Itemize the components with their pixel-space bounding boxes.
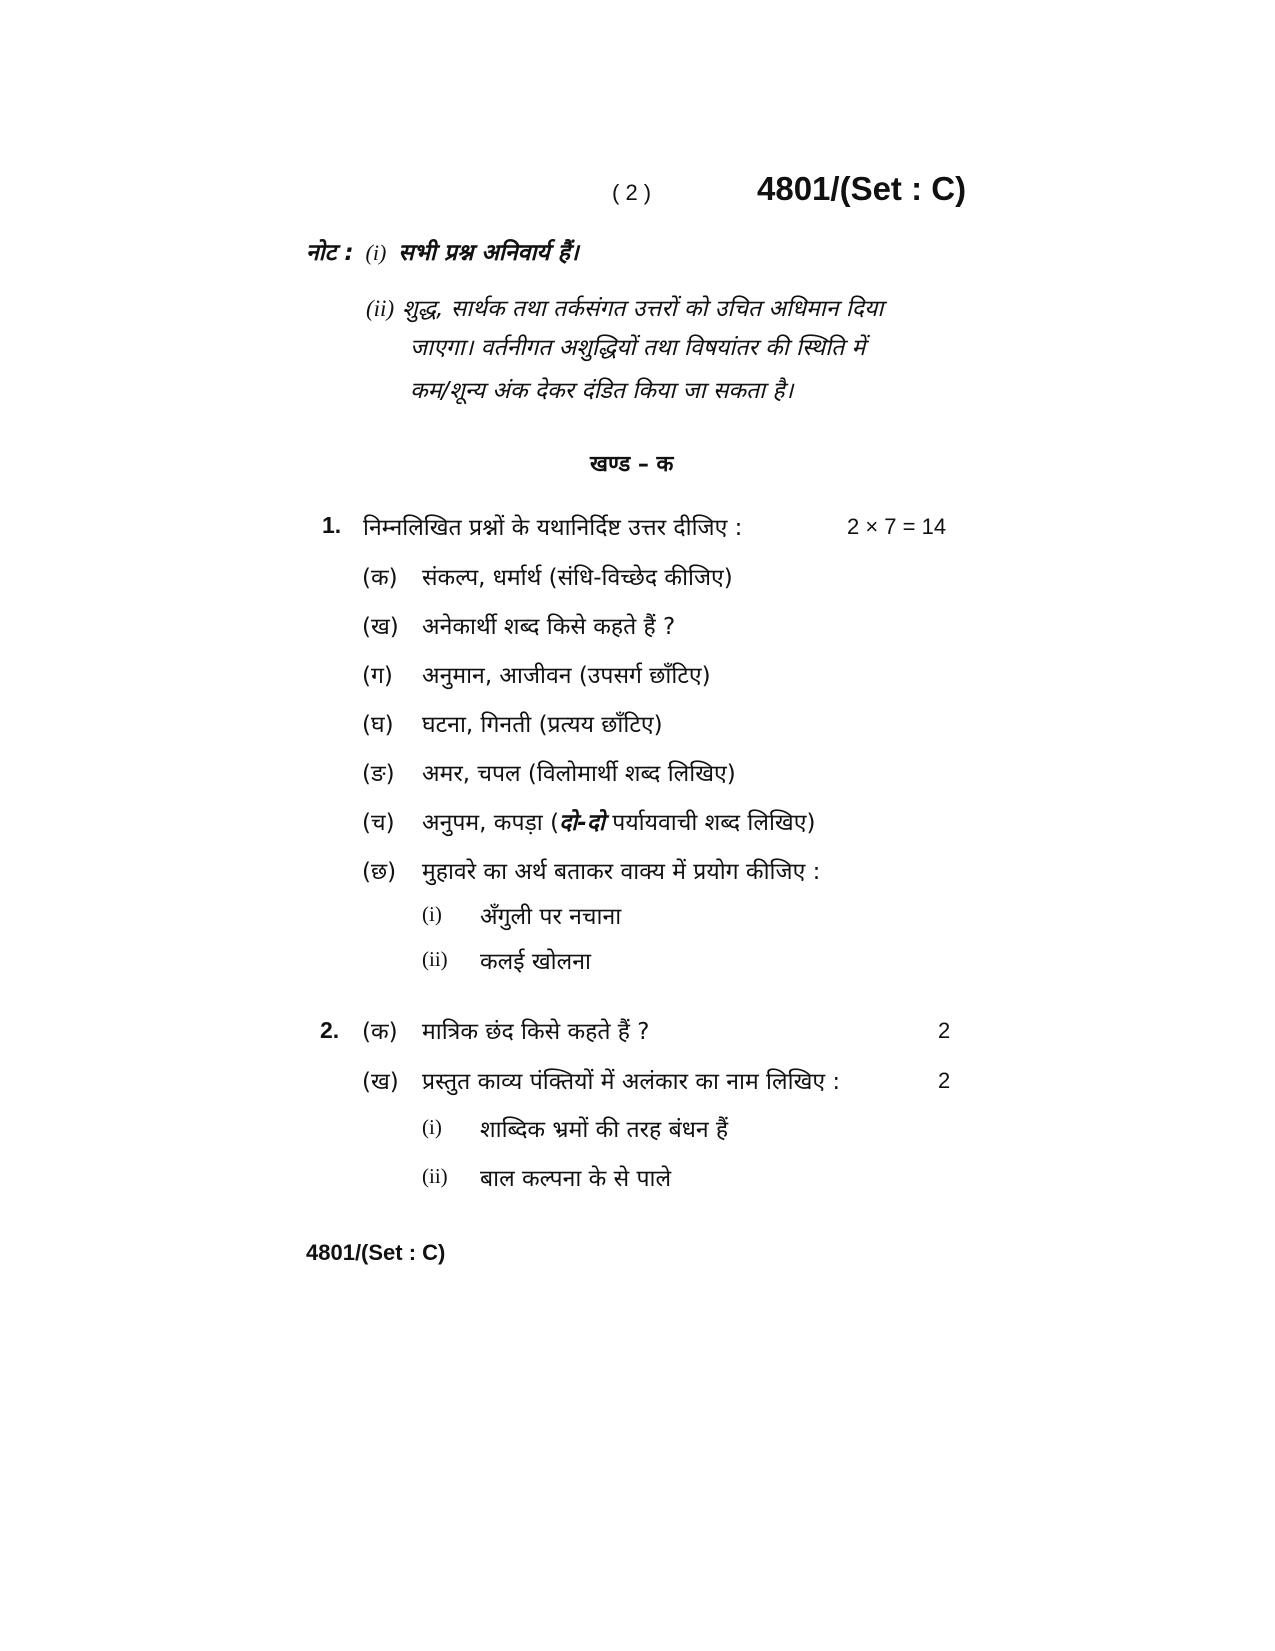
q2-number: 2. [320, 1017, 340, 1043]
set-code-header: 4801/(Set : C) [757, 170, 967, 207]
q2-sub-text: शाब्दिक भ्रमों की तरह बंधन हैं [480, 1117, 729, 1143]
set-code-footer: 4801/(Set : C) [306, 1240, 446, 1265]
q1-sub-num: (i) [422, 902, 442, 926]
note-item-2 [366, 287, 966, 331]
note-item-1-text: सभी प्रश्न अनिवार्य हैं। [398, 240, 579, 266]
q1-part-label: (ग) [362, 663, 393, 689]
q1-part-label: (ख) [362, 614, 399, 640]
q1-part-text [422, 805, 815, 837]
note-item-2-line-1: शुद्ध, सार्थक तथा तर्कसंगत उत्तरों को उचित अधिमान दिया [402, 296, 884, 322]
q2-sub-text: बाल कल्पना के से पाले [480, 1166, 672, 1192]
q2-part-text: प्रस्तुत काव्य पंक्तियों में अलंकार का नाम लिखिए : [422, 1069, 841, 1095]
q1-part-text: घटना, गिनती (प्रत्यय छाँटिए) [422, 712, 663, 738]
note-label: नोट : [306, 240, 354, 266]
q1-part-label: (ङ) [362, 761, 395, 787]
q2-part-text: मात्रिक छंद किसे कहते हैं ? [422, 1019, 650, 1045]
q1-part-label: (क) [362, 565, 398, 591]
note-item-2-num: (ii) [366, 296, 395, 321]
q2-sub-num: (ii) [422, 1164, 448, 1188]
section-title: खण्ड – क [590, 452, 674, 477]
q1-part-text-b: दो-दो [559, 810, 605, 836]
note [306, 235, 579, 267]
q1-text: निम्नलिखित प्रश्नों के यथानिर्दिष्ट उत्तर दीजिए : [363, 515, 743, 541]
note-item-2-line-2: जाएगा। वर्तनीगत अशुद्धियों तथा विषयांतर की स्थिति में [410, 335, 866, 361]
q1-part-label: (च) [362, 810, 395, 836]
q1-part-text: संकल्प, धर्मार्थ (संधि-विच्छेद कीजिए) [422, 565, 733, 591]
q2-part-label: (ख) [362, 1069, 399, 1095]
q2-part-marks: 2 [938, 1068, 951, 1093]
note-item-2-line-3: कम/शून्य अंक देकर दंडित किया जा सकता है। [410, 378, 794, 404]
q1-marks: 2 × 7 = 14 [847, 514, 947, 539]
q1-part-text-c: पर्यायवाची शब्द लिखिए) [604, 810, 816, 836]
q2-part-label: (क) [362, 1019, 398, 1045]
q1-sub-text: कलई खोलना [480, 949, 591, 975]
q1-part-text-a: अनुपम, कपड़ा ( [422, 810, 560, 836]
note-item-1-num: (i) [365, 240, 387, 265]
q1-sub-text: अँगुली पर नचाना [480, 904, 622, 930]
q2-sub-num: (i) [422, 1115, 442, 1139]
q1-part-label: (छ) [362, 859, 397, 885]
q2-part-marks: 2 [938, 1018, 951, 1043]
page-number: ( 2 ) [612, 180, 652, 205]
q1-part-text: मुहावरे का अर्थ बताकर वाक्य में प्रयोग कीजिए : [422, 859, 821, 885]
q1-number: 1. [322, 512, 342, 538]
q1-sub-num: (ii) [422, 947, 448, 971]
q1-part-text: अनुमान, आजीवन (उपसर्ग छाँटिए) [422, 663, 711, 689]
q1-part-label: (घ) [362, 712, 394, 738]
q1-part-text: अमर, चपल (विलोमार्थी शब्द लिखिए) [422, 761, 736, 787]
q1-part-text: अनेकार्थी शब्द किसे कहते हैं ? [422, 614, 676, 640]
